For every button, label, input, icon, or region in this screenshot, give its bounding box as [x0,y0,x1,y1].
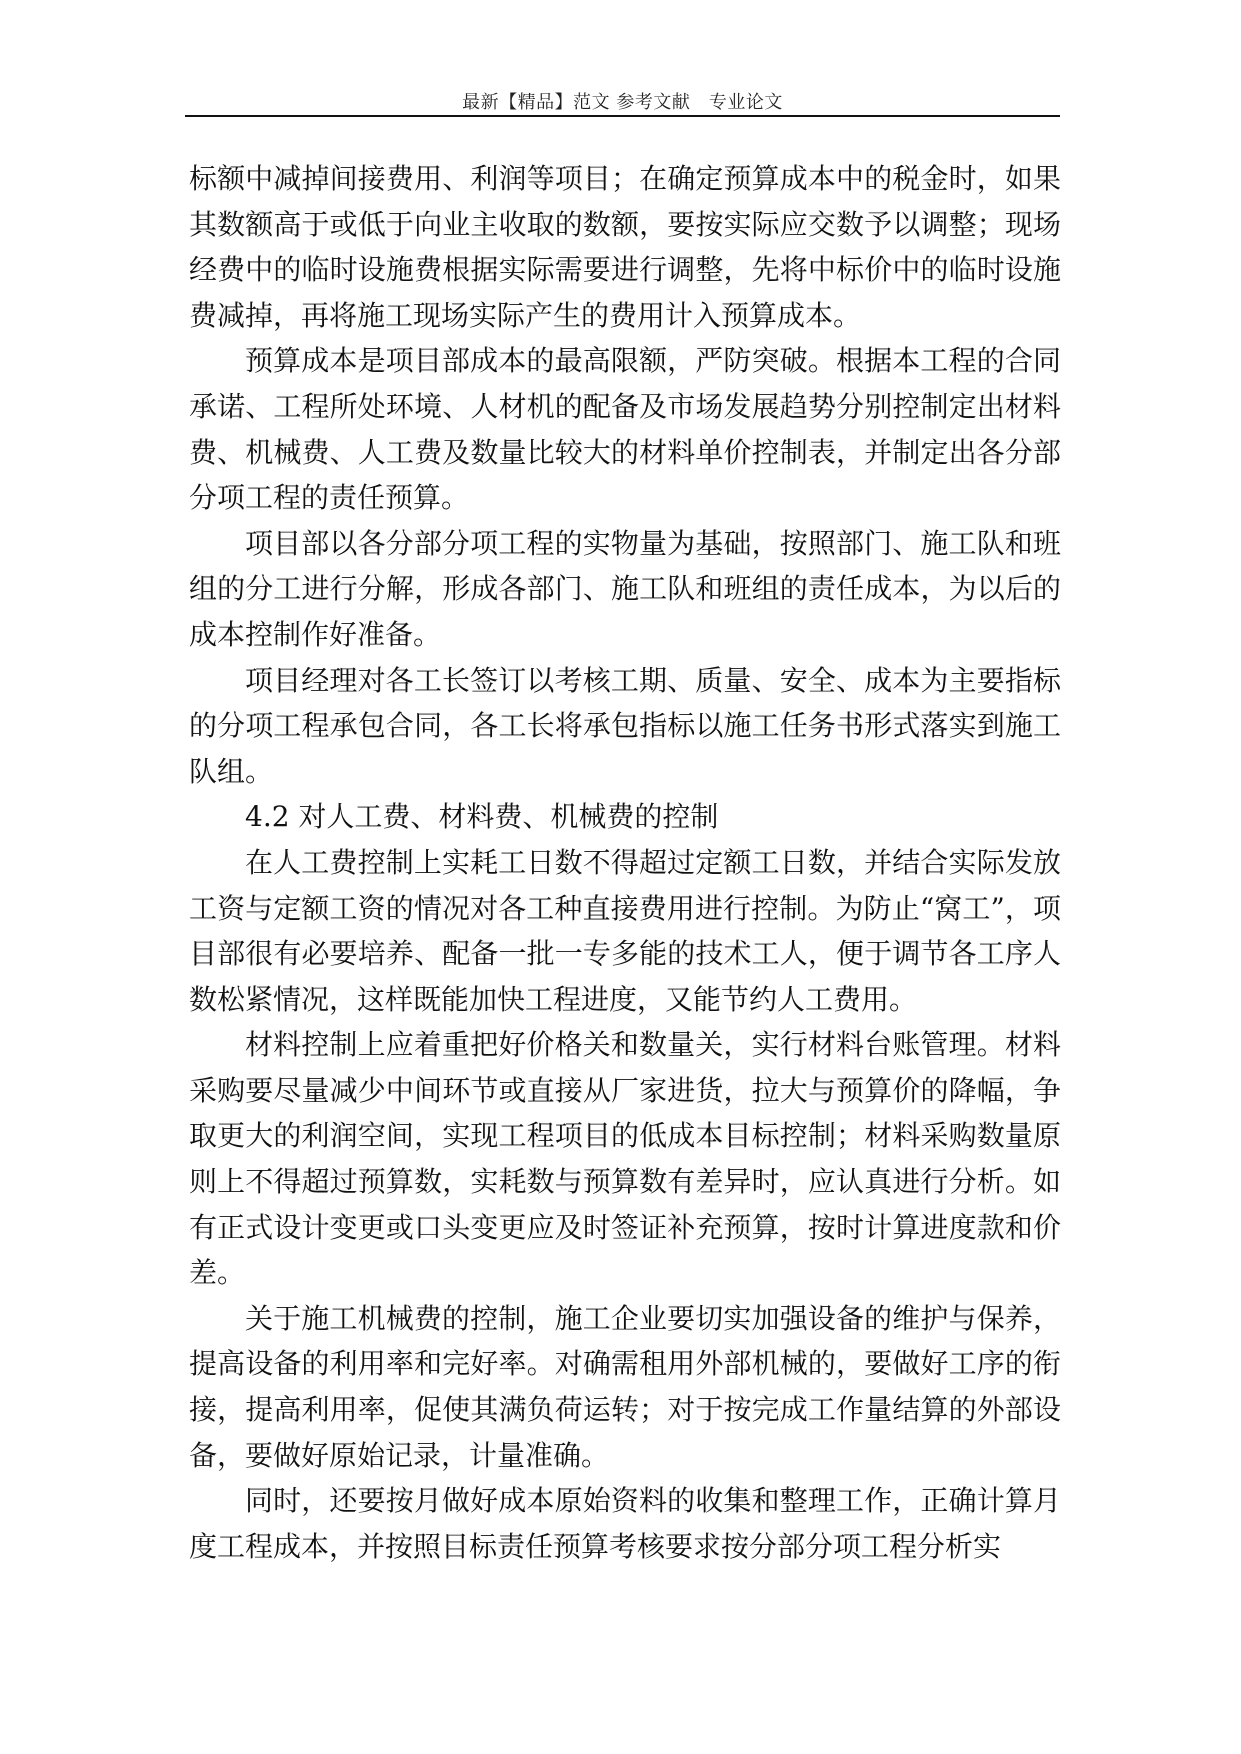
paragraph: 项目部以各分部分项工程的实物量为基础，按照部门、施工队和班组的分工进行分解，形成各部门、施工队和班组的责任成本，为以后的成本控制作好准备。 [189,526,1061,651]
paragraph: 项目经理对各工长签订以考核工期、质量、安全、成本为主要指标的分项工程承包合同，各工长将承包指标以施工任务书形式落实到施工队组。 [189,663,1061,788]
paragraph: 预算成本是项目部成本的最高限额，严防突破。根据本工程的合同承诺、工程所处环境、人材机的配备及市场发展趋势分别控制定出材料费、机械费、人工费及数量比较大的材料单价控制表，并制定出各分部分项工程的责任预算。 [189,344,1061,515]
paragraph: 材料控制上应着重把好价格关和数量关，实行材料台账管理。材料采购要尽量减少中间环节或直接从厂家进货，拉大与预算价的降幅，争取更大的利润空间，实现工程项目的低成本目标控制；材料采购数量原则上不得超过预算数，实耗数与预算数有差异时，应认真进行分析。如有正式设计变更或口头变更应及时签证补充预算，按时计算进度款和价差。 [189,1028,1061,1290]
page-header: 最新【精品】范文 参考文献 专业论文 [462,92,783,113]
body-text [189,156,1061,1569]
section-heading: 4.2 对人工费、材料费、机械费的控制 [245,800,719,834]
paragraph: 标额中减掉间接费用、利润等项目；在确定预算成本中的税金时，如果其数额高于或低于向业主收取的数额，要按实际应交数予以调整；现场经费中的临时设施费根据实际需要进行调整，先将中标价中的临时设施费减掉，再将施工现场实际产生的费用计入预算成本。 [189,162,1061,332]
paragraph: 同时，还要按月做好成本原始资料的收集和整理工作，正确计算月度工程成本，并按照目标责任预算考核要求按分部分项工程分析实 [189,1484,1061,1563]
paragraph: 关于施工机械费的控制，施工企业要切实加强设备的维护与保养，提高设备的利用率和完好率。对确需租用外部机械的，要做好工序的衔接，提高利用率，促使其满负荷运转；对于按完成工作量结算的外部设备，要做好原始记录，计量准确。 [189,1301,1061,1472]
paragraph: 在人工费控制上实耗工日数不得超过定额工日数，并结合实际发放工资与定额工资的情况对各工种直接费用进行控制。为防止“窝工”，项目部很有必要培养、配备一批一专多能的技术工人，便于调节各工序人数松紧情况，这样既能加快工程进度，又能节约人工费用。 [189,845,1061,1016]
header-divider [185,115,1060,117]
